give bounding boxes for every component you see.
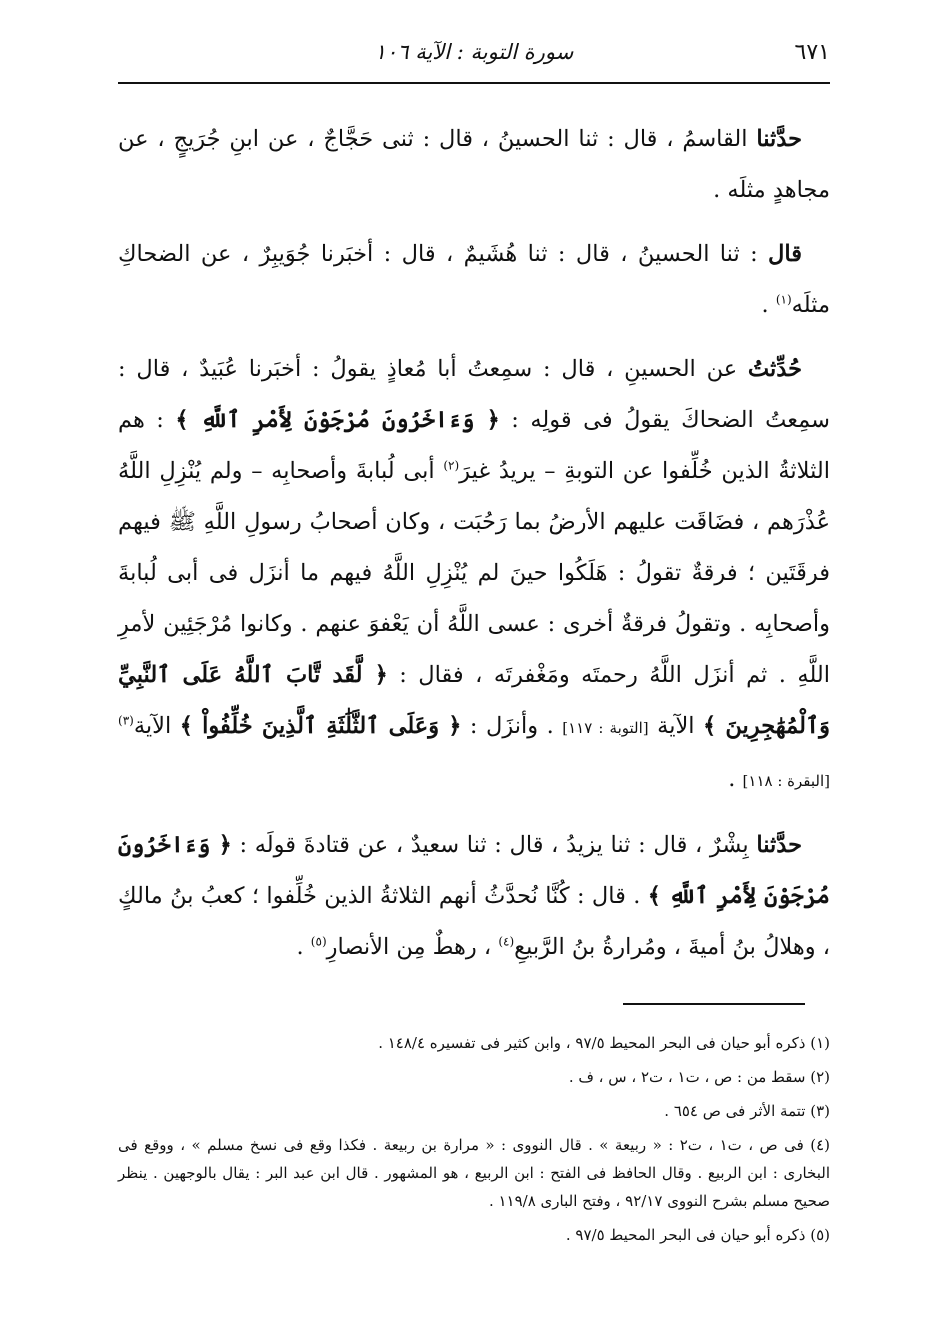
paragraph-text: القاسمُ ، قال : ثنا الحسينُ ، قال : ثنى حَجَّاجٌ ، عن ابنِ جُرَيجٍ ، عن مجاهدٍ مثلَه . xyxy=(118,126,830,203)
footnote-marker: (٢) xyxy=(443,458,460,473)
footnote-divider xyxy=(623,1003,805,1005)
paragraph-text: . xyxy=(761,292,776,318)
quran-quote: ﴿ وَءَاخَرُونَ مُرْجَوْنَ لِأَمْرِ ٱللَّهِ ﴾ xyxy=(118,832,830,909)
footnotes xyxy=(118,1029,830,1249)
paragraph-text: الآية xyxy=(133,713,180,739)
verse-reference: [البقرة : ١١٨] xyxy=(742,772,830,790)
quran-quote: ﴿ وَعَلَى ٱلثَّلَٰثَةِ ٱلَّذِينَ خُلِّفُواْ ﴾ xyxy=(179,713,462,739)
page-header xyxy=(118,30,830,84)
paragraph-text: الآية xyxy=(648,713,704,739)
quran-quote: ﴿ وَءَاخَرُونَ مُرْجَوْنَ لِأَمْرِ ٱللَّهِ ﴾ xyxy=(175,407,500,433)
hadith-paragraph-4 xyxy=(118,820,830,973)
footnote-marker: (٤) xyxy=(498,934,515,949)
footnote-marker: (١) xyxy=(775,292,792,307)
paragraph-text: أبى لُبابةَ وأصحابِه – ولم يُنْزِلِ اللَّهُ عُذْرَهم ، فضَاقَت عليهم الأرضُ بما رَحُبَت ، وكان أصحابُ رسولِ اللَّهِ ﷺ فيهم فرقَتَين ؛ فرقةٌ تقولُ : هَلَكُوا حينَ لم يُنْزِلِ اللَّهُ فيهم ما أنزَل فى أبى لُبابةَ وأصحابِه . وتقولُ فرقةٌ أخرى : عسى اللَّهُ أن يَعْفوَ عنهم . وكانوا مُرْجَئِين لأمرِ اللَّهِ . ثم أنزَل اللَّهُ رحمتَه ومَغْفرتَه ، فقال : xyxy=(118,458,831,688)
chain-lead-word: حُدِّثتُ xyxy=(747,356,802,382)
running-title: سورة التوبة : الآية ١٠٦ xyxy=(374,40,574,64)
chain-lead-word: قال xyxy=(768,241,802,267)
chain-lead-word: حدَّثنا xyxy=(756,832,802,858)
chain-lead-word: حدَّثنا xyxy=(756,126,802,152)
quran-quote: ﴿ لَّقَد تَّابَ ٱللَّهُ عَلَى ٱلنَّبِيِّ وَٱلْمُهَٰجِرِينَ ﴾ xyxy=(118,662,831,739)
footnote: (١) ذكره أبو حيان فى البحر المحيط ٩٧/٥ ، وابن كثير فى تفسيره ١٤٨/٤ . xyxy=(378,1034,830,1052)
page-number: ٦٧١ xyxy=(794,40,830,65)
hadith-paragraph-3 xyxy=(118,344,830,807)
paragraph-text: عن الحسينِ ، قال : سمِعتُ أبا مُعاذٍ يقولُ : أخبَرنا عُبَيدٌ ، قال : سمِعتُ الضحاكَ يقولُ فى قولِه : xyxy=(118,356,830,433)
main-text xyxy=(118,114,830,973)
verse-reference: [التوبة : ١١٧] xyxy=(562,719,649,737)
book-page xyxy=(118,30,830,1300)
footnote: (٤) فى ص ، ت١ ، ت٢ : « ربيعة » . قال النووى : « مرارة بن ربيعة . فكذا وقع فى نسخ مسلم » ، ووقع فى البخارى : ابن الربيع . وقال الحافظ فى الفتح : ابن الربيع ، هو المشهور . قال ابن عبد البر : يقال بالوجهين . ينظر صحيح مسلم بشرح النووى ٩٢/١٧ ، وفتح البارى ١١٩/٨ . xyxy=(118,1136,830,1210)
footnote: (٣) تتمة الأثر فى ص ٦٥٤ . xyxy=(664,1102,830,1120)
paragraph-text: . xyxy=(296,934,311,960)
hadith-paragraph-1 xyxy=(118,114,830,216)
paragraph-text: . قال : كُنَّا نُحدَّثُ أنهم الثلاثةُ الذين خُلِّفوا ؛ كعبُ بنُ مالكٍ ، وهلالُ بنُ أميةَ ، ومُرارةُ بنُ الرَّبيعِ xyxy=(118,883,830,960)
paragraph-text: . xyxy=(728,766,743,792)
paragraph-text: : ثنا الحسينُ ، قال : ثنا هُشَيمٌ ، قال : أخبَرنا جُوَيبِرٌ ، عن الضحاكِ مثلَه xyxy=(118,241,830,318)
paragraph-text: . وأنزَل : xyxy=(461,713,563,739)
paragraph-text: ، رهطٌ مِن الأنصارِ xyxy=(326,934,499,960)
footnote-marker: (٣) xyxy=(118,713,134,728)
footnote: (٢) سقط من : ص ، ت١ ، ت٢ ، س ، ف . xyxy=(568,1068,830,1086)
paragraph-text: بِشْرٌ ، قال : ثنا يزيدُ ، قال : ثنا سعيدٌ ، عن قتادةَ قولَه : xyxy=(231,832,757,858)
hadith-paragraph-2 xyxy=(118,229,830,331)
paragraph-text: : هم الثلاثةُ الذين خُلِّفوا عن التوبةِ – يريدُ غيرَ xyxy=(118,407,831,484)
footnote: (٥) ذكره أبو حيان فى البحر المحيط ٩٧/٥ . xyxy=(565,1226,830,1244)
footnote-marker: (٥) xyxy=(310,934,327,949)
